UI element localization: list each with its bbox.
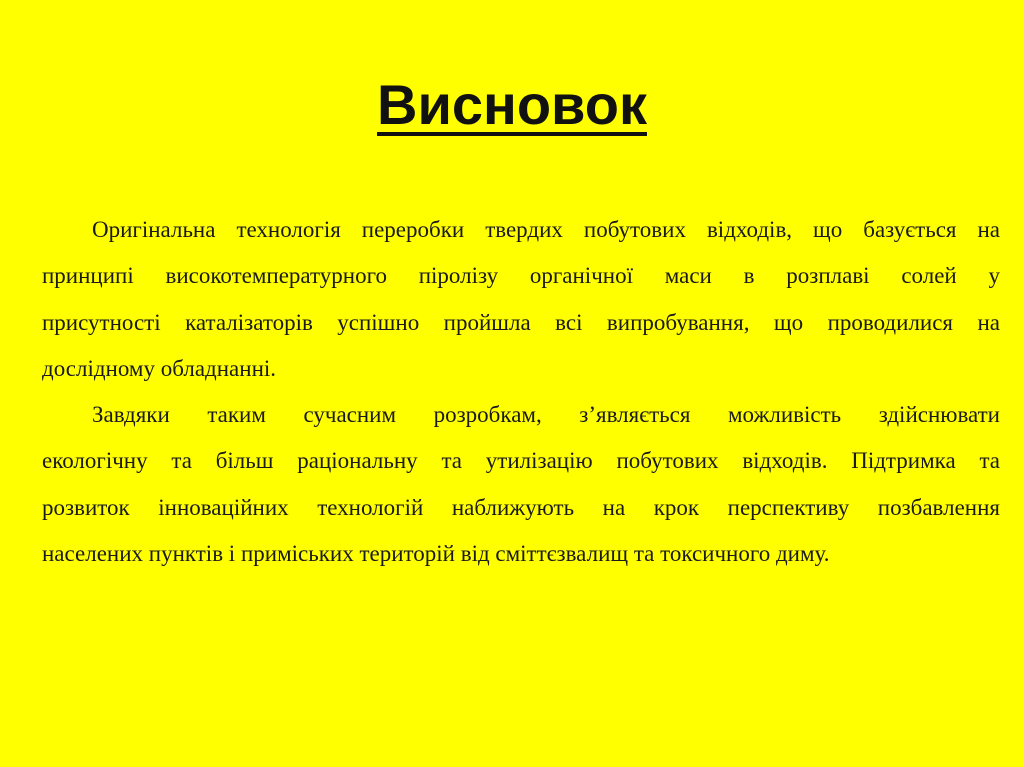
text-line: Оригінальна технологія переробки твердих побутових відходів, що базується на — [92, 217, 1000, 242]
paragraph-1 — [42, 212, 1000, 397]
text-line: Завдяки таким сучасним розробкам, з’являється можливість здійснювати — [92, 402, 1000, 428]
text-line: дослідному обладнанні. — [42, 355, 277, 381]
slide-body — [42, 212, 1000, 582]
text-line: присутності каталізаторів успішно пройшла всі випробування, що проводилися на — [42, 309, 1000, 335]
slide-title: Висновок — [377, 73, 647, 136]
text-line: принципі високотемпературного піролізу органічної маси в розплаві солей у — [42, 263, 1000, 289]
text-line: екологічну та більш раціональну та утилізацію побутових відходів. Підтримка та — [42, 448, 1000, 474]
paragraph-2 — [42, 397, 1000, 582]
text-line: розвиток інноваційних технологій наближують на крок перспективу позбавлення — [42, 494, 1000, 520]
text-line: населених пунктів і приміських територій від сміттєзвалищ та токсичного диму. — [42, 541, 830, 567]
